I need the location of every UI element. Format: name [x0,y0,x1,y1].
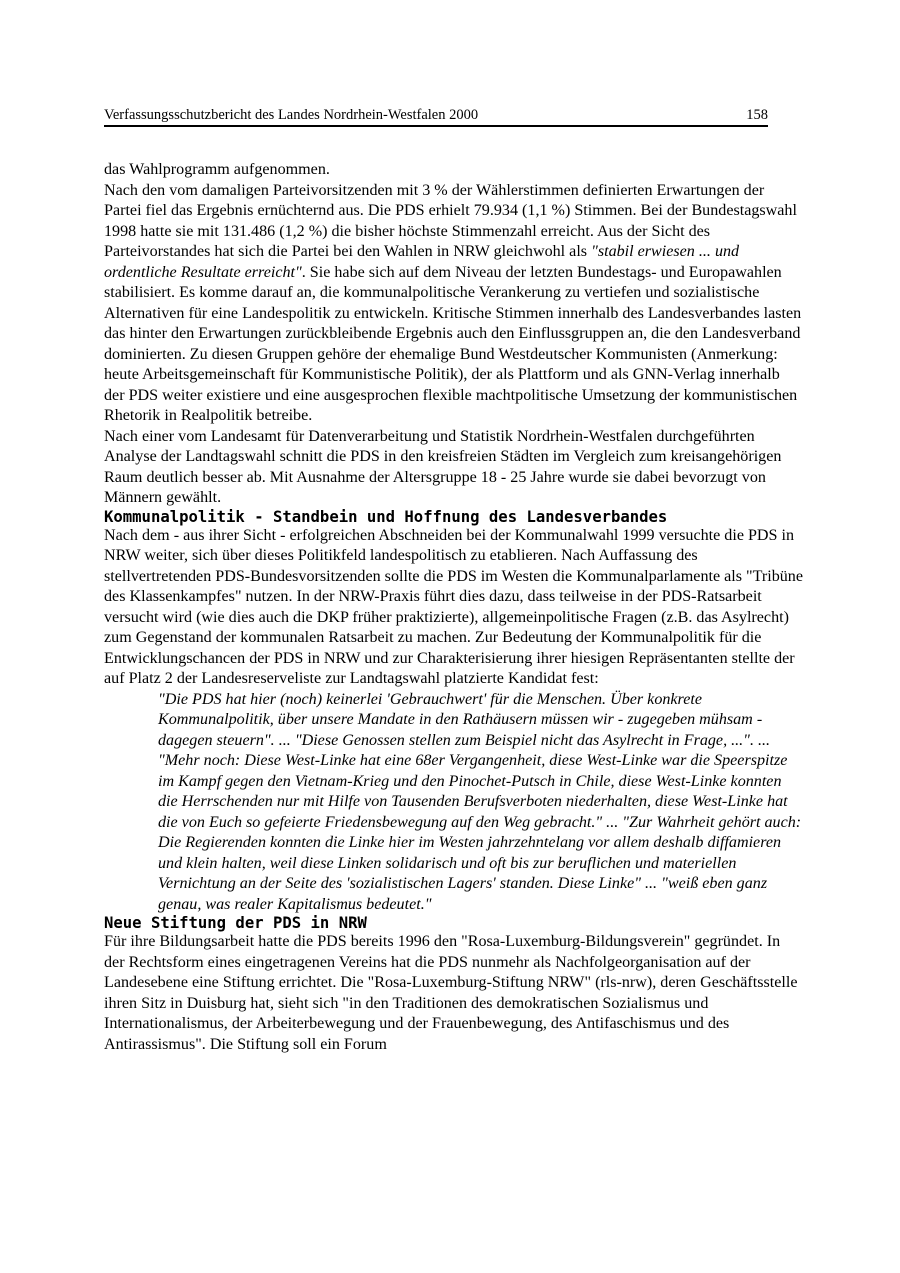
inline-quote: "stabil erwiesen ... und ordentliche Resultate erreicht" [104,243,740,281]
paragraph [104,181,804,427]
paragraph: das Wahlprogramm aufgenommen. [104,161,330,178]
section-heading: Kommunalpolitik - Standbein und Hoffnung des Landesverbandes [104,507,668,526]
paragraph: Nach einer vom Landesamt für Datenverarbeitung und Statistik Nordrhein-Westfalen durchgeführten Analyse der Landtagswahl schnitt die PDS in den kreisfreien Städten im Vergleich zum kreisangehörigen Raum deutlich besser ab. Mit Ausnahme der Altersgruppe 18 - 25 Jahre wurde sie dabei bevorzugt von Männern gewählt. [104,427,782,506]
paragraph-text: Nach den vom damaligen Parteivorsitzenden mit 3 % der Wählerstimmen definierten Erwartungen der Partei fiel das Ergebnis ernüchternd aus. Die PDS erhielt 79.934 (1,1 %) Stimmen. Bei der Bundestagswahl 1998 hatte sie mit 131.486 (1,2 %) die bisher höchste Stimmenzahl erreicht. Aus der Sicht des Parteivorstandes hat sich die Partei bei den Wahlen in NRW gleichwohl als [104,181,797,260]
paragraph: Für ihre Bildungsarbeit hatte die PDS bereits 1996 den "Rosa-Luxemburg-Bildungsverein" gegründet. In der Rechtsform eines eingetragenen Vereins hat die PDS nunmehr als Nachfolgeorganisation auf der Landesebene eine Stiftung errichtet. Die "Rosa-Luxemburg-Stiftung NRW" (rls-nrw), deren Geschäftsstelle ihren Sitz in Duisburg hat, sieht sich "in den Traditionen des demokratischen Sozialismus und Internationalismus, der Arbeiterbewegung und der Frauenbewegung, des Antifaschismus und des Antirassismus". Die Stiftung soll ein Forum [104,933,798,1053]
page-number: 158 [746,107,768,123]
block-quote: "Die PDS hat hier (noch) keinerlei 'Gebrauchwert' für die Menschen. Über konkrete Kommunalpolitik, über unsere Mandate in den Rathäusern müssen wir - zugegeben mühsam - dagegen steuern". ... "Diese Genossen stellen zum Beispiel nicht das Asylrecht in Frage, ...". ... "Mehr noch: Diese West-Linke hat eine 68er Vergangenheit, diese West-Linke war die Speerspitze im Kampf gegen den Vietnam-Krieg und den Pinochet-Putsch in Chile, diese West-Linke konnten die Herrschenden nur mit Hilfe von Tausenden Berufsverboten niederhalten, diese West-Linke hat die von Euch so gefeierte Friedensbewegung auf den Weg gebracht." ... "Zur Wahrheit gehört auch: Die Regierenden konnten die Linke hier im Westen jahrzehntelang vor allem deshalb diffamieren und klein halten, weil diese Linken solidarisch und oft bis zur beruflichen und materiellen Vernichtung an der Seite des 'sozialistischen Lagers' standen. Diese Linke" ... "weiß eben ganz genau, was realer Kapitalismus bedeutet." [158,690,802,913]
document-body [104,160,804,1055]
page-header [104,107,768,127]
paragraph: Nach dem - aus ihrer Sicht - erfolgreichen Abschneiden bei der Kommunalwahl 1999 versuchte die PDS in NRW weiter, sich über dieses Politikfeld landespolitisch zu etablieren. Nach Auffassung des stellvertretenden PDS-Bundesvorsitzenden sollte die PDS im Westen die Kommunalparlamente als "Tribüne des Klassenkampfes" nutzen. In der NRW-Praxis führt dies dazu, dass teilweise in der PDS-Ratsarbeit versucht wird (wie dies auch die DKP früher praktizierte), allgemeinpolitische Fragen (z.B. das Asylrecht) zum Gegenstand der kommunalen Ratsarbeit zu machen. Zur Bedeutung der Kommunalpolitik für die Entwicklungschancen der PDS in NRW und zur Charakterisierung ihrer hiesigen Repräsentanten stellte der auf Platz 2 der Landesreserveliste zur Landtagswahl platzierte Kandidat fest: [104,526,803,687]
section-heading: Neue Stiftung der PDS in NRW [104,914,367,932]
document-title: Verfassungsschutzbericht des Landes Nordrhein-Westfalen 2000 [104,107,479,123]
paragraph-text: . Sie habe sich auf dem Niveau der letzten Bundestags- und Europawahlen stabilisiert. Es komme darauf an, die kommunalpolitische Verankerung zu vertiefen und sozialistische Alternativen für eine Landespolitik zu entwickeln. Kritische Stimmen innerhalb des Landesverbandes lasten das hinter den Erwartungen zurückbleibende Ergebnis auch den Einflussgruppen an, die den Landesverband dominierten. Zu diesen Gruppen gehöre der ehemalige Bund Westdeutscher Kommunisten (Anmerkung: heute Arbeitsgemeinschaft für Kommunistische Politik), der als Plattform und als GNN-Verlag innerhalb der PDS weiter existiere und eine ausgesprochen flexible machtpolitische Umsetzung der kommunistischen Rhetorik in Realpolitik betreibe. [104,263,802,424]
